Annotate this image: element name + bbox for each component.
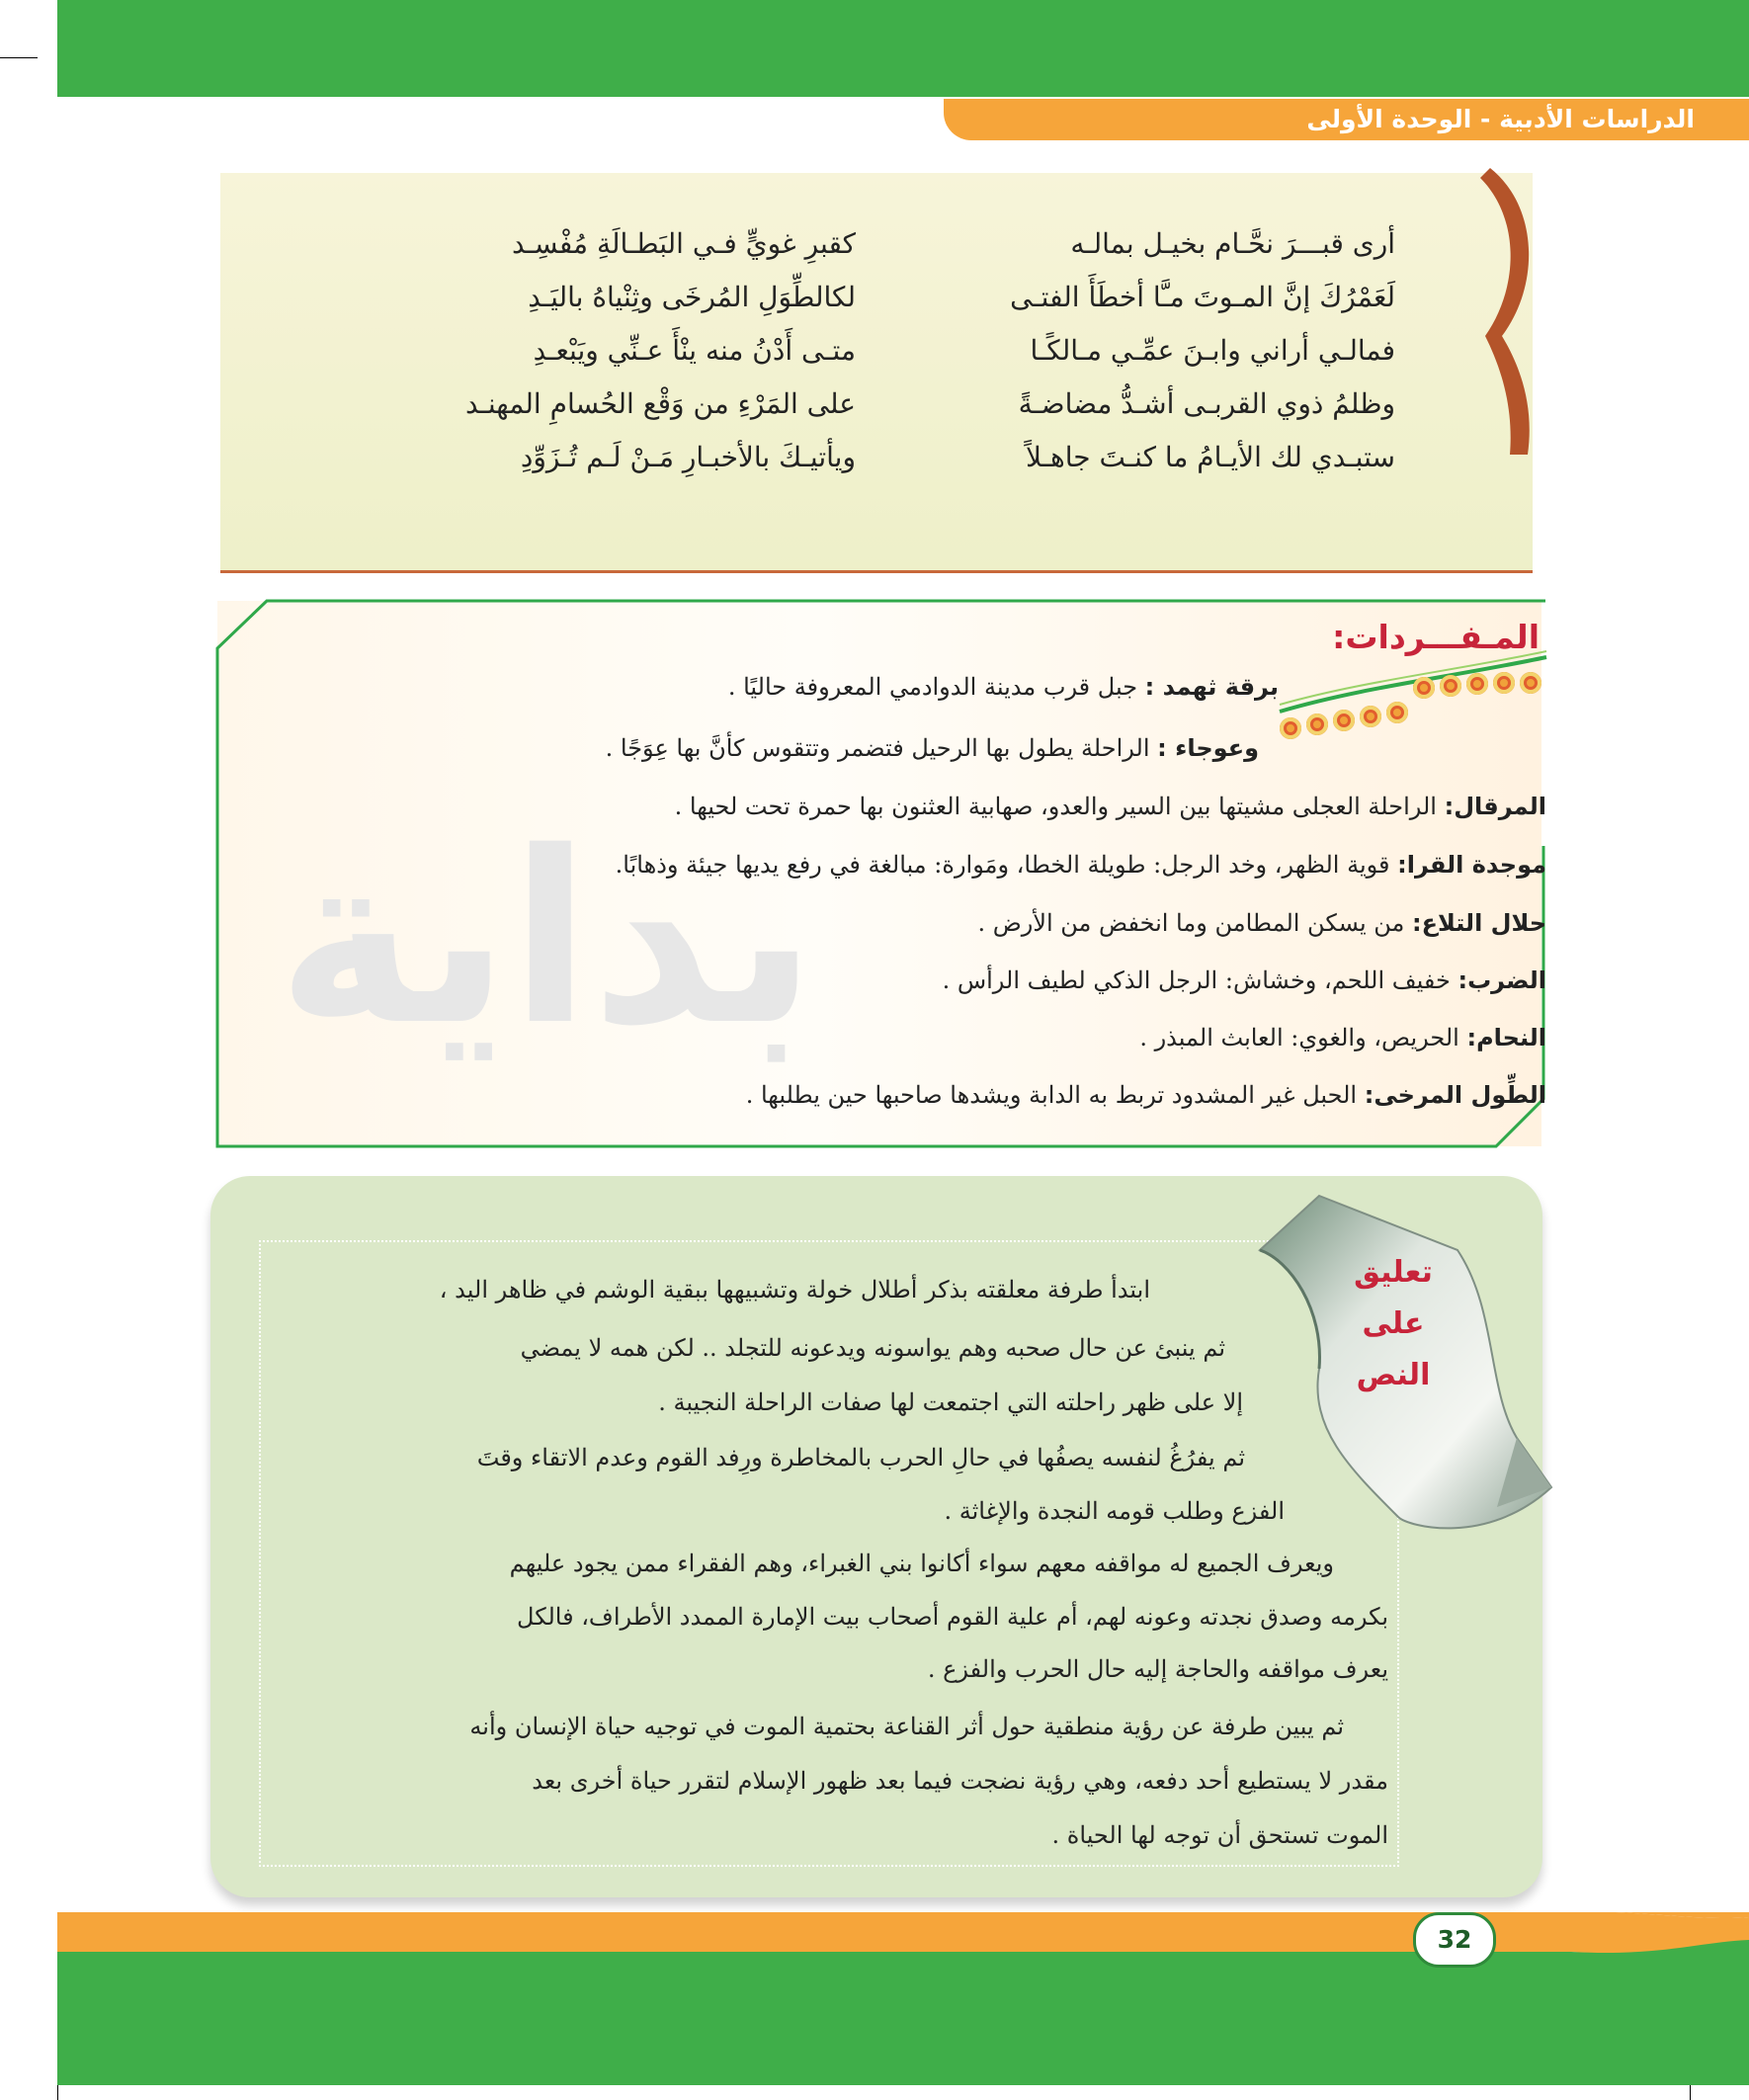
commentary-line: ثم ينبئ عن حال صحبه وهم يواسونه ويدعونه للتجلد .. لكن همه لا يمضي: [520, 1334, 1225, 1362]
vocab-term: الضرب:: [1458, 966, 1546, 994]
vocab-entry: [606, 728, 1259, 768]
commentary-line: مقدر لا يستطيع أحد دفعه، وهي رؤية نضجت فيما بعد ظهور الإسلام لتقرر حياة أخرى بعد: [532, 1767, 1388, 1795]
poem-verse: على المَرْءِ من وَقْع الحُسامِ المهنـد: [464, 387, 856, 420]
watermark-logo: بداية: [277, 800, 817, 1077]
vocab-term: حلال التلاع:: [1412, 909, 1546, 937]
vocab-definition: الحريص، والغوي: العابث المبذر .: [1139, 1024, 1467, 1051]
crop-mark: [0, 57, 38, 58]
poem-curl-decoration: [1480, 168, 1549, 455]
vocab-definition: الحبل غير المشدود تربط به الدابة ويشدها صاحبها حين يطلبها .: [745, 1081, 1365, 1109]
vocab-entry: [943, 961, 1546, 1000]
vocab-definition: جبل قرب مدينة الدوادمي المعروفة حاليًا .: [727, 673, 1145, 701]
poem-verse: فمالـي أراني وابـنَ عمِّـي مـالكًـا: [1030, 334, 1395, 367]
commentary-line: إلا على ظهر راحلته التي اجتمعت لها صفات الراحلة النجيبة .: [658, 1388, 1243, 1416]
vocab-entry: [728, 667, 1279, 707]
commentary-line: ثم يبين طرفة عن رؤية منطقية حول أثر القناعة بحتمية الموت في توجيه حياة الإنسان وأنه: [469, 1713, 1344, 1740]
vocab-term: برقة ثهمد :: [1144, 673, 1279, 701]
commentary-line: يعرف مواقفه والحاجة إليه حال الحرب والفزع .: [927, 1655, 1388, 1683]
vocab-definition: الراحلة يطول بها الرحيل فتضمر وتتقوس كأنَّ بها عِوَجًا .: [605, 734, 1158, 762]
vocab-term: وعوجاء :: [1157, 734, 1259, 762]
poem-verse: ويأتيـكَ بالأخبـارِ مَـنْ لَـم تُـزَوِّدِ: [520, 441, 856, 473]
commentary-tag-line: تعليق: [1354, 1255, 1433, 1290]
vocabulary-dots: [1280, 672, 1546, 741]
commentary-tag-line: النص: [1356, 1358, 1431, 1392]
vocab-entry: [616, 845, 1546, 884]
vocab-term: الطِّول المرخى:: [1364, 1081, 1546, 1109]
commentary-line: ابتدأ طرفة معلقته بذكر أطلال خولة وتشبيهها ببقية الوشم في ظاهر اليد ،: [439, 1276, 1150, 1303]
poem-verse: أرى قبـــرَ نحَّـام بخيـل بمالـه: [1070, 227, 1395, 260]
commentary-line: الموت تستحق أن توجه لها الحياة .: [1051, 1821, 1388, 1849]
poem-verse: كقبرِ غويٍّ فـي البَطـالَةِ مُفْسِـد: [512, 227, 856, 260]
commentary-tag-line: على: [1362, 1306, 1425, 1341]
unit-title: الدراسات الأدبية - الوحدة الأولى: [1306, 105, 1695, 133]
top-green-band: [57, 0, 1749, 97]
commentary-line: ويعرف الجميع له مواقفه معهم سواء أكانوا بني الغبراء، وهم الفقراء ممن يجود عليهم: [509, 1550, 1334, 1577]
commentary-line: ثم يفرُغُ لنفسه يصفُها في حالِ الحرب بالمخاطرة ورِفد القوم وعدم الاتقاء وقتَ: [476, 1444, 1245, 1471]
vocab-definition: قوية الظهر، وخد الرجل: طويلة الخطا، ومَوارة: مبالغة في رفع يديها جيئة وذهابًا.: [615, 851, 1398, 879]
vocab-term: المرقال:: [1444, 793, 1546, 820]
vocab-definition: خفيف اللحم، وخشاش: الرجل الذكي لطيف الرأس .: [942, 966, 1458, 994]
poem-verse: لَعَمْرُكَ إنَّ المـوتَ مـَّا أخطَأَ الفتـى: [1010, 281, 1395, 313]
vocab-entry: [675, 787, 1546, 826]
poem-left-column: [393, 217, 856, 484]
vocab-term: موجدة القرا:: [1397, 851, 1546, 879]
vocab-entry: [1139, 1018, 1546, 1057]
vocab-entry: [977, 903, 1546, 943]
poem-verse: وظلمُ ذوي القربـى أشـدُّ مضاضـةً: [1018, 387, 1395, 420]
vocab-definition: الراحلة العجلى مشيتها بين السير والعدو، صهابية العثنون بها حمرة تحت لحيها .: [674, 793, 1445, 820]
vocabulary-title: المـفـــردات:: [1332, 618, 1540, 656]
commentary-line: بكرمه وصدق نجدته وعونه لهم، أم علية القوم أصحاب بيت الإمارة الممدد الأطراف، فالكل: [517, 1603, 1388, 1631]
commentary-line: الفزع وطلب قومه النجدة والإغاثة .: [944, 1497, 1285, 1525]
poem-verse: لكالطِّوَلِ المُرخَى وثِنْياهُ باليَـدِ: [528, 281, 856, 313]
vocab-definition: من يسكن المطامن وما انخفض من الأرض .: [977, 909, 1413, 937]
poem-verse: متـى أَدْنُ منه ينْأَ عـنِّي ويَبْعـدِ: [533, 334, 856, 367]
vocab-entry: [746, 1075, 1546, 1115]
poem-right-column: [937, 217, 1395, 484]
poem-verse: ستبـدي لك الأيـامُ ما كنـتَ جاهـلاً: [1026, 441, 1395, 473]
page-number: 32: [1413, 1912, 1496, 1968]
vocab-term: النحام:: [1466, 1024, 1546, 1051]
